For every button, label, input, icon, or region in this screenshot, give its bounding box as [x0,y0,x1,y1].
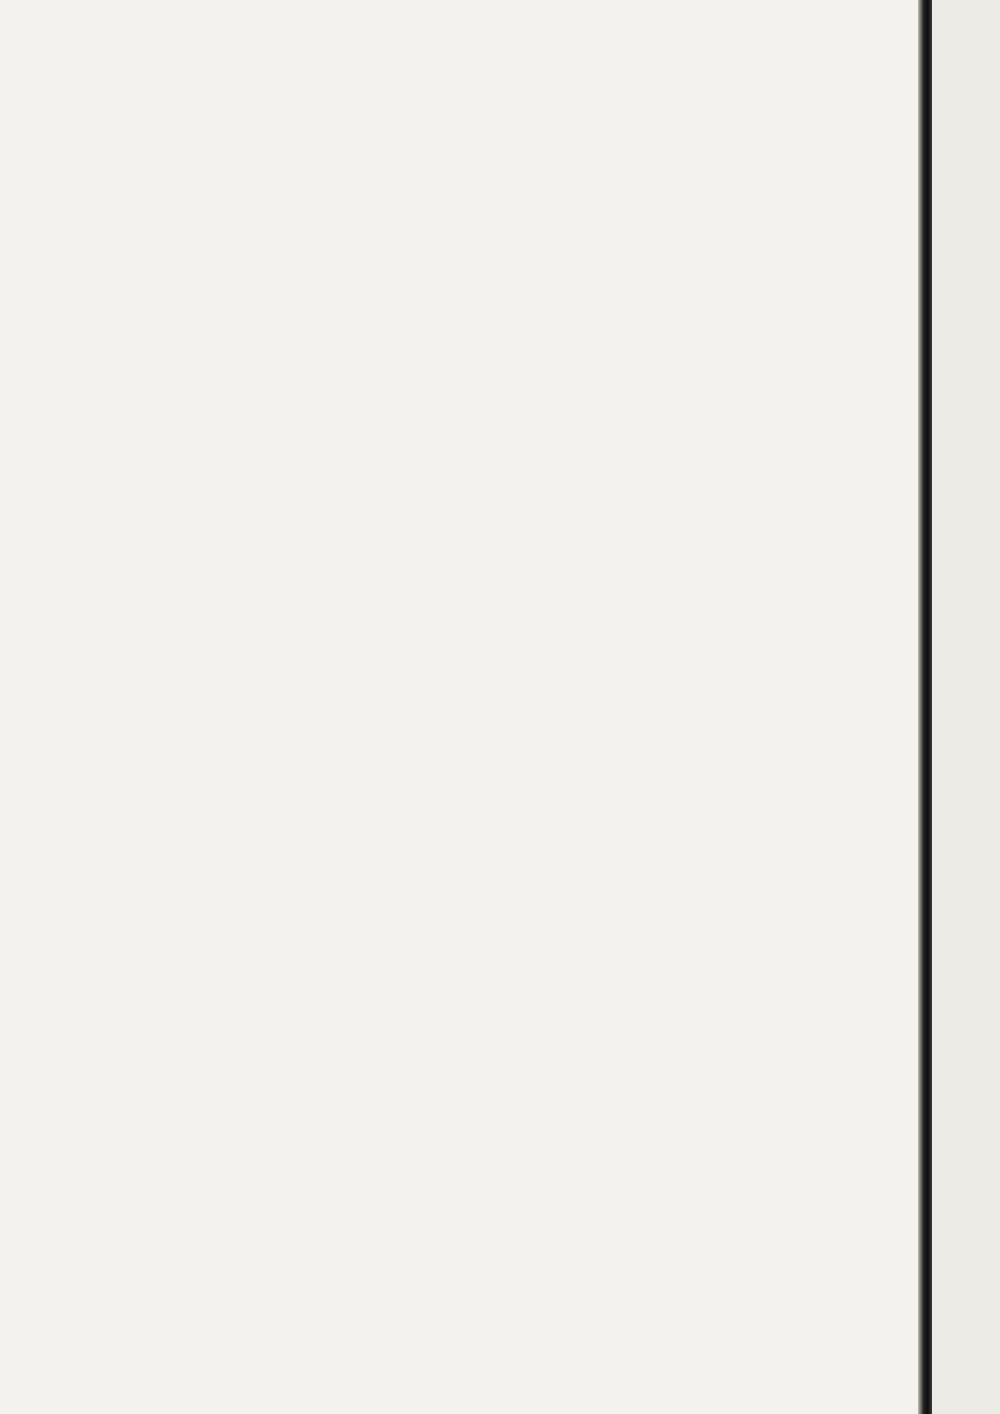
page-header [92,34,892,58]
section-automobilverkehrs [78,614,903,754]
right-body-lines [932,206,1000,224]
page-right-fragment [932,0,1000,1414]
section-wagenladungs [78,82,903,582]
book-gutter [918,0,932,1414]
section-waaren-credit [78,792,903,1212]
